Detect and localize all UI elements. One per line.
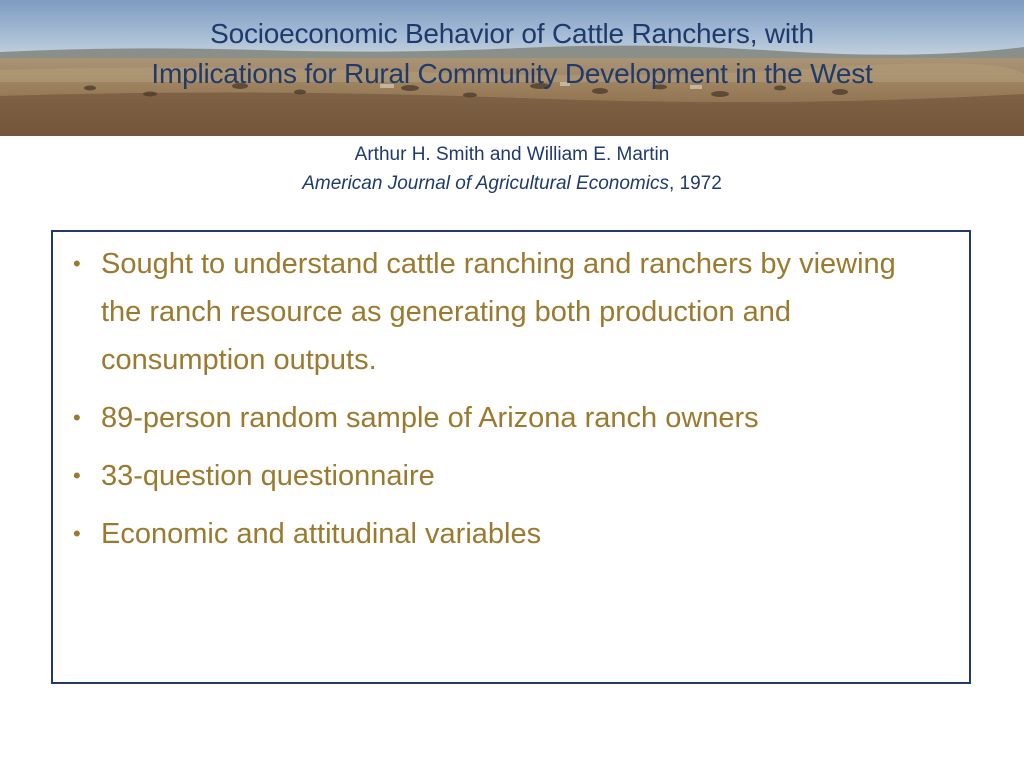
slide-title xyxy=(0,14,1024,94)
bullet-item xyxy=(73,510,939,558)
authors: Arthur H. Smith and William E. Martin xyxy=(354,144,670,165)
bullet-text: 89-person random sample of Arizona ranch owners xyxy=(101,402,759,434)
journal-line xyxy=(0,169,1024,198)
bullet-list xyxy=(53,232,969,558)
bullet-text: 33-question questionnaire xyxy=(101,460,435,492)
content-box xyxy=(51,230,971,684)
bullet-item xyxy=(73,240,939,384)
journal-name: American Journal of Agricultural Economics xyxy=(302,173,669,194)
bullet-item xyxy=(73,394,939,442)
title-line-1: Socioeconomic Behavior of Cattle Ranchers, with xyxy=(210,18,814,49)
bullet-icon: • xyxy=(73,463,81,488)
publication-year: , 1972 xyxy=(668,173,722,194)
bullet-item xyxy=(73,452,939,500)
bullet-icon: • xyxy=(73,405,81,430)
bullet-text: Sought to understand cattle ranching and ranchers by viewing the ranch resource as generating both production and consumption outputs. xyxy=(101,248,896,376)
citation xyxy=(0,140,1024,198)
bullet-icon: • xyxy=(73,521,81,546)
bullet-text: Economic and attitudinal variables xyxy=(101,518,542,550)
bullet-icon: • xyxy=(73,251,81,276)
title-line-2: Implications for Rural Community Development in the West xyxy=(151,58,873,89)
